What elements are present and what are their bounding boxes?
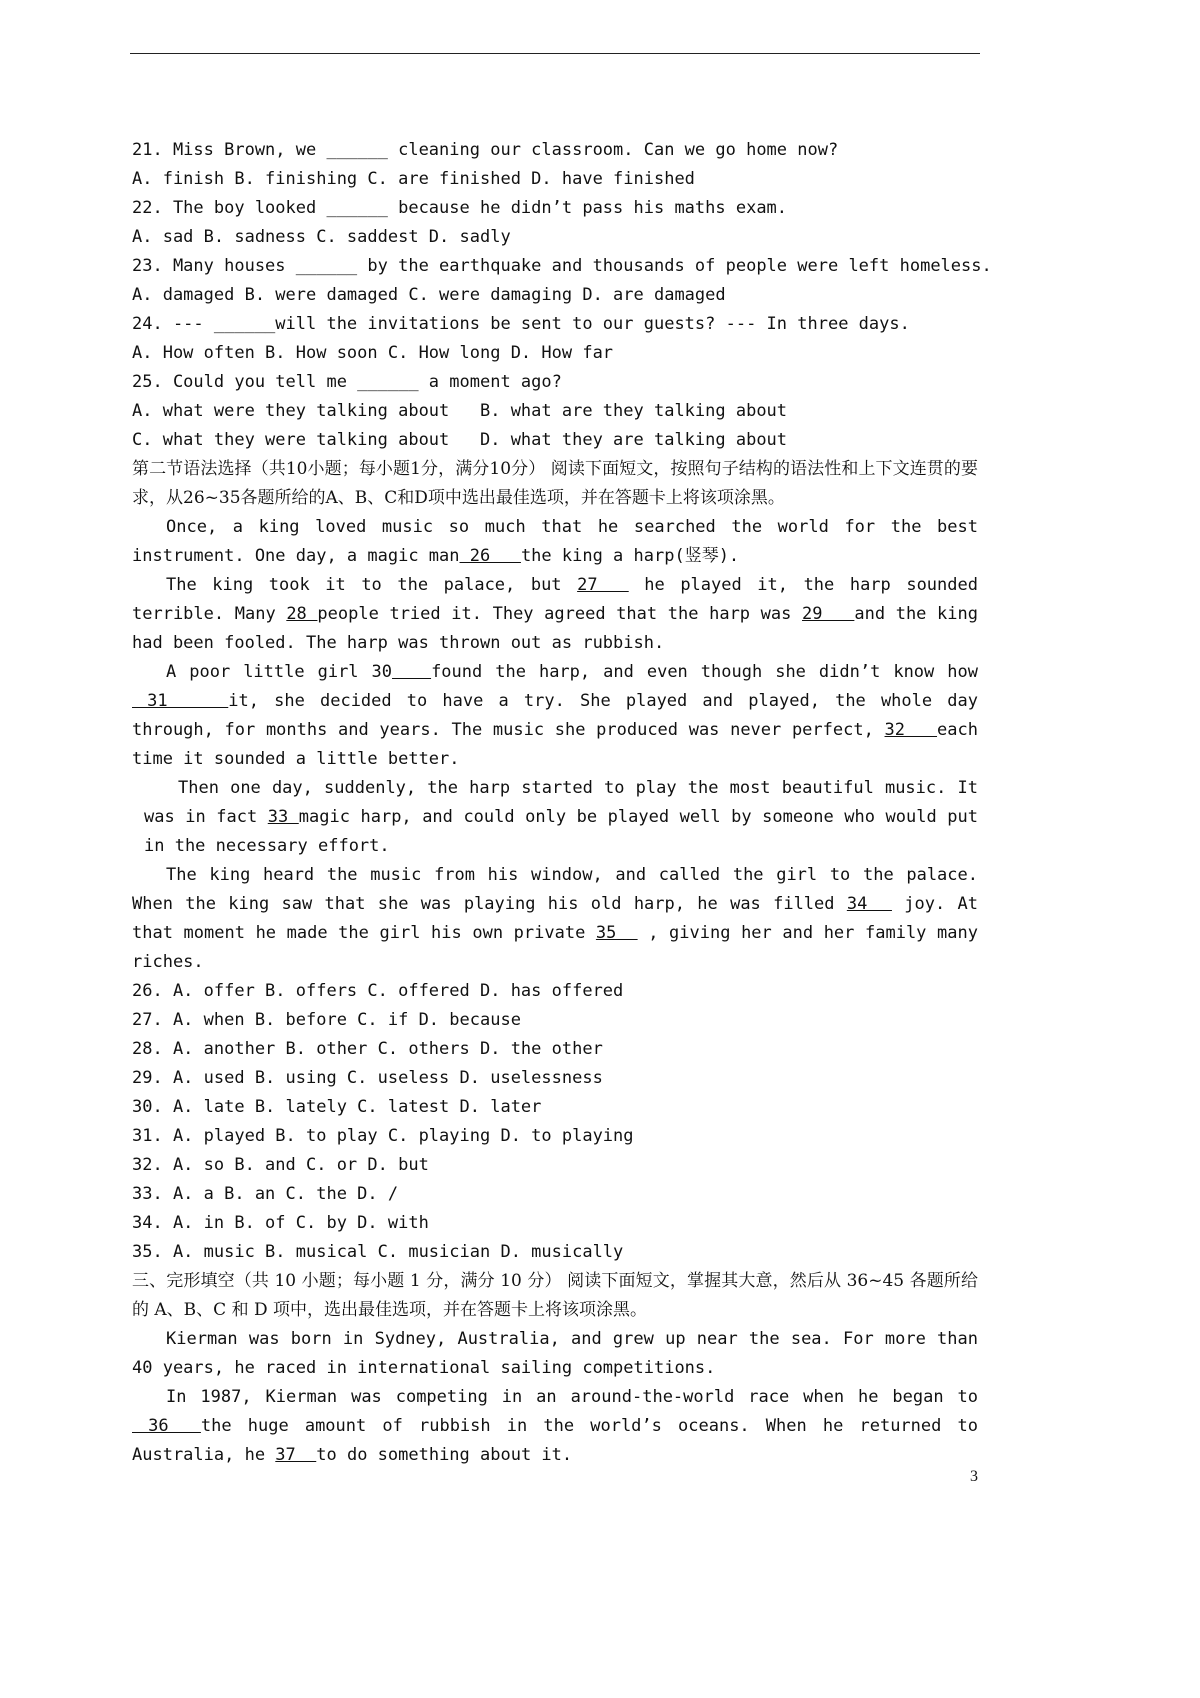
option-row-31: 31. A. played B. to play C. playing D. to playing bbox=[132, 1126, 634, 1146]
blank-36: 36 bbox=[132, 1416, 201, 1436]
passage-text: the huge amount of rubbish in the world’s oceans. When he returned to Australia, he bbox=[132, 1416, 978, 1465]
passage-paragraph bbox=[132, 861, 978, 977]
question-options: A. How often B. How soon C. How long D. How far bbox=[132, 343, 614, 363]
option-row-29: 29. A. used B. using C. useless D. uselessness bbox=[132, 1068, 603, 1088]
option-row-32: 32. A. so B. and C. or D. but bbox=[132, 1155, 429, 1175]
blank-32: 32 bbox=[884, 720, 938, 740]
header-rule bbox=[130, 53, 980, 54]
question-options: A. damaged B. were damaged C. were damaging D. are damaged bbox=[132, 285, 726, 305]
passage-text: he played it, the harp sounded terrible. Many bbox=[132, 575, 978, 624]
section-2-options bbox=[132, 977, 978, 1267]
option-row-30: 30. A. late B. lately C. latest D. later bbox=[132, 1097, 542, 1117]
passage-text: magic harp, and could only be played well by someone who would put in the necessary effort. bbox=[144, 807, 978, 856]
document-body bbox=[132, 136, 992, 1470]
blank-35: 35 bbox=[595, 923, 638, 943]
question-options: A. finish B. finishing C. are finished D. have finished bbox=[132, 169, 695, 189]
question-stem: 23. Many houses ______ by the earthquake and thousands of people were left homeless. bbox=[132, 256, 992, 276]
question-stem: 22. The boy looked ______ because he didn’t pass his maths exam. bbox=[132, 198, 788, 218]
passage-text: it, she decided to have a try. She played and played, the whole day through, for months and years. The music she produced was never perfect, bbox=[132, 691, 978, 740]
blank-37: 37 bbox=[275, 1445, 317, 1465]
blank-34: 34 bbox=[846, 894, 892, 914]
blank-33: 33 bbox=[267, 807, 299, 827]
passage-text: The king heard the music from his window, and called the girl to the palace. When the king saw that she was playing his old harp, he was filled bbox=[132, 865, 978, 914]
passage-text: In 1987, Kierman was competing in an around-the-world race when he began to bbox=[166, 1387, 978, 1407]
blank-28: 28 bbox=[286, 604, 318, 624]
passage-paragraph bbox=[132, 1383, 978, 1470]
passage-paragraph: Kierman was born in Sydney, Australia, and grew up near the sea. For more than 40 years, he raced in international sailing competitions. bbox=[132, 1329, 978, 1378]
question-stem: 25. Could you tell me ______ a moment ago? bbox=[132, 372, 562, 392]
passage-paragraph bbox=[144, 774, 978, 861]
option-row-33: 33. A. a B. an C. the D. / bbox=[132, 1184, 399, 1204]
section-2-heading: 第二节语法选择（共10小题；每小题1分，满分10分） 阅读下面短文，按照句子结构的语法性和上下文连贯的要求，从26~35各题所给的A、B、C和D项中选出最佳选项，并在答题卡上将该项涂黑。 bbox=[132, 459, 978, 508]
passage-text: , giving her and her family many riches. bbox=[132, 923, 978, 972]
passage-text: each time it sounded a little better. bbox=[132, 720, 978, 769]
question-21 bbox=[132, 136, 978, 194]
question-options: A. what were they talking about B. what are they talking about bbox=[132, 401, 788, 421]
option-row-27: 27. A. when B. before C. if D. because bbox=[132, 1010, 521, 1030]
blank-29: 29 bbox=[802, 604, 855, 624]
passage-text: found the harp, and even though she didn’t know how bbox=[431, 662, 978, 682]
passage-text: the king a harp(竖琴). bbox=[520, 546, 740, 566]
blank-31: 31 bbox=[132, 691, 229, 711]
passage-text: joy. At that moment he made the girl his own private bbox=[132, 894, 978, 943]
question-24 bbox=[132, 310, 978, 368]
question-25 bbox=[132, 368, 978, 455]
passage-text: Once, a king loved music so much that he searched the world for the best instrument. One day, a magic man bbox=[132, 517, 978, 566]
section-3-heading: 三、完形填空（共 10 小题；每小题 1 分，满分 10 分） 阅读下面短文，掌握其大意，然后从 36~45 各题所给的 A、B、C 和 D 项中，选出最佳选项，并在答题卡上将该项涂黑。 bbox=[132, 1271, 978, 1320]
page-number: 3 bbox=[970, 1468, 978, 1485]
passage-text: to do something about it. bbox=[316, 1445, 573, 1465]
blank-30 bbox=[392, 662, 431, 682]
blank-27: 27 bbox=[577, 575, 629, 595]
question-23 bbox=[132, 252, 992, 310]
option-row-34: 34. A. in B. of C. by D. with bbox=[132, 1213, 429, 1233]
question-options: A. sad B. sadness C. saddest D. sadly bbox=[132, 227, 511, 247]
blank-26: 26 bbox=[459, 546, 521, 566]
option-row-26: 26. A. offer B. offers C. offered D. has offered bbox=[132, 981, 624, 1001]
question-22 bbox=[132, 194, 978, 252]
passage-paragraph bbox=[132, 571, 978, 658]
passage-paragraph bbox=[132, 658, 978, 774]
question-stem: 24. --- ______will the invitations be sent to our guests? --- In three days. bbox=[132, 314, 910, 334]
passage-paragraph bbox=[132, 513, 978, 571]
question-stem: 21. Miss Brown, we ______ cleaning our classroom. Can we go home now? bbox=[132, 140, 839, 160]
passage-text: The king took it to the palace, but bbox=[166, 575, 578, 595]
passage-text: people tried it. They agreed that the harp was bbox=[317, 604, 803, 624]
passage-text: Then one day, suddenly, the harp started to play the most beautiful music. It was in fact bbox=[144, 778, 978, 827]
passage-text: and the king had been fooled. The harp was thrown out as rubbish. bbox=[132, 604, 978, 653]
passage-text: A poor little girl 30 bbox=[166, 662, 393, 682]
question-options: C. what they were talking about D. what they are talking about bbox=[132, 430, 788, 450]
option-row-35: 35. A. music B. musical C. musician D. musically bbox=[132, 1242, 624, 1262]
option-row-28: 28. A. another B. other C. others D. the other bbox=[132, 1039, 603, 1059]
